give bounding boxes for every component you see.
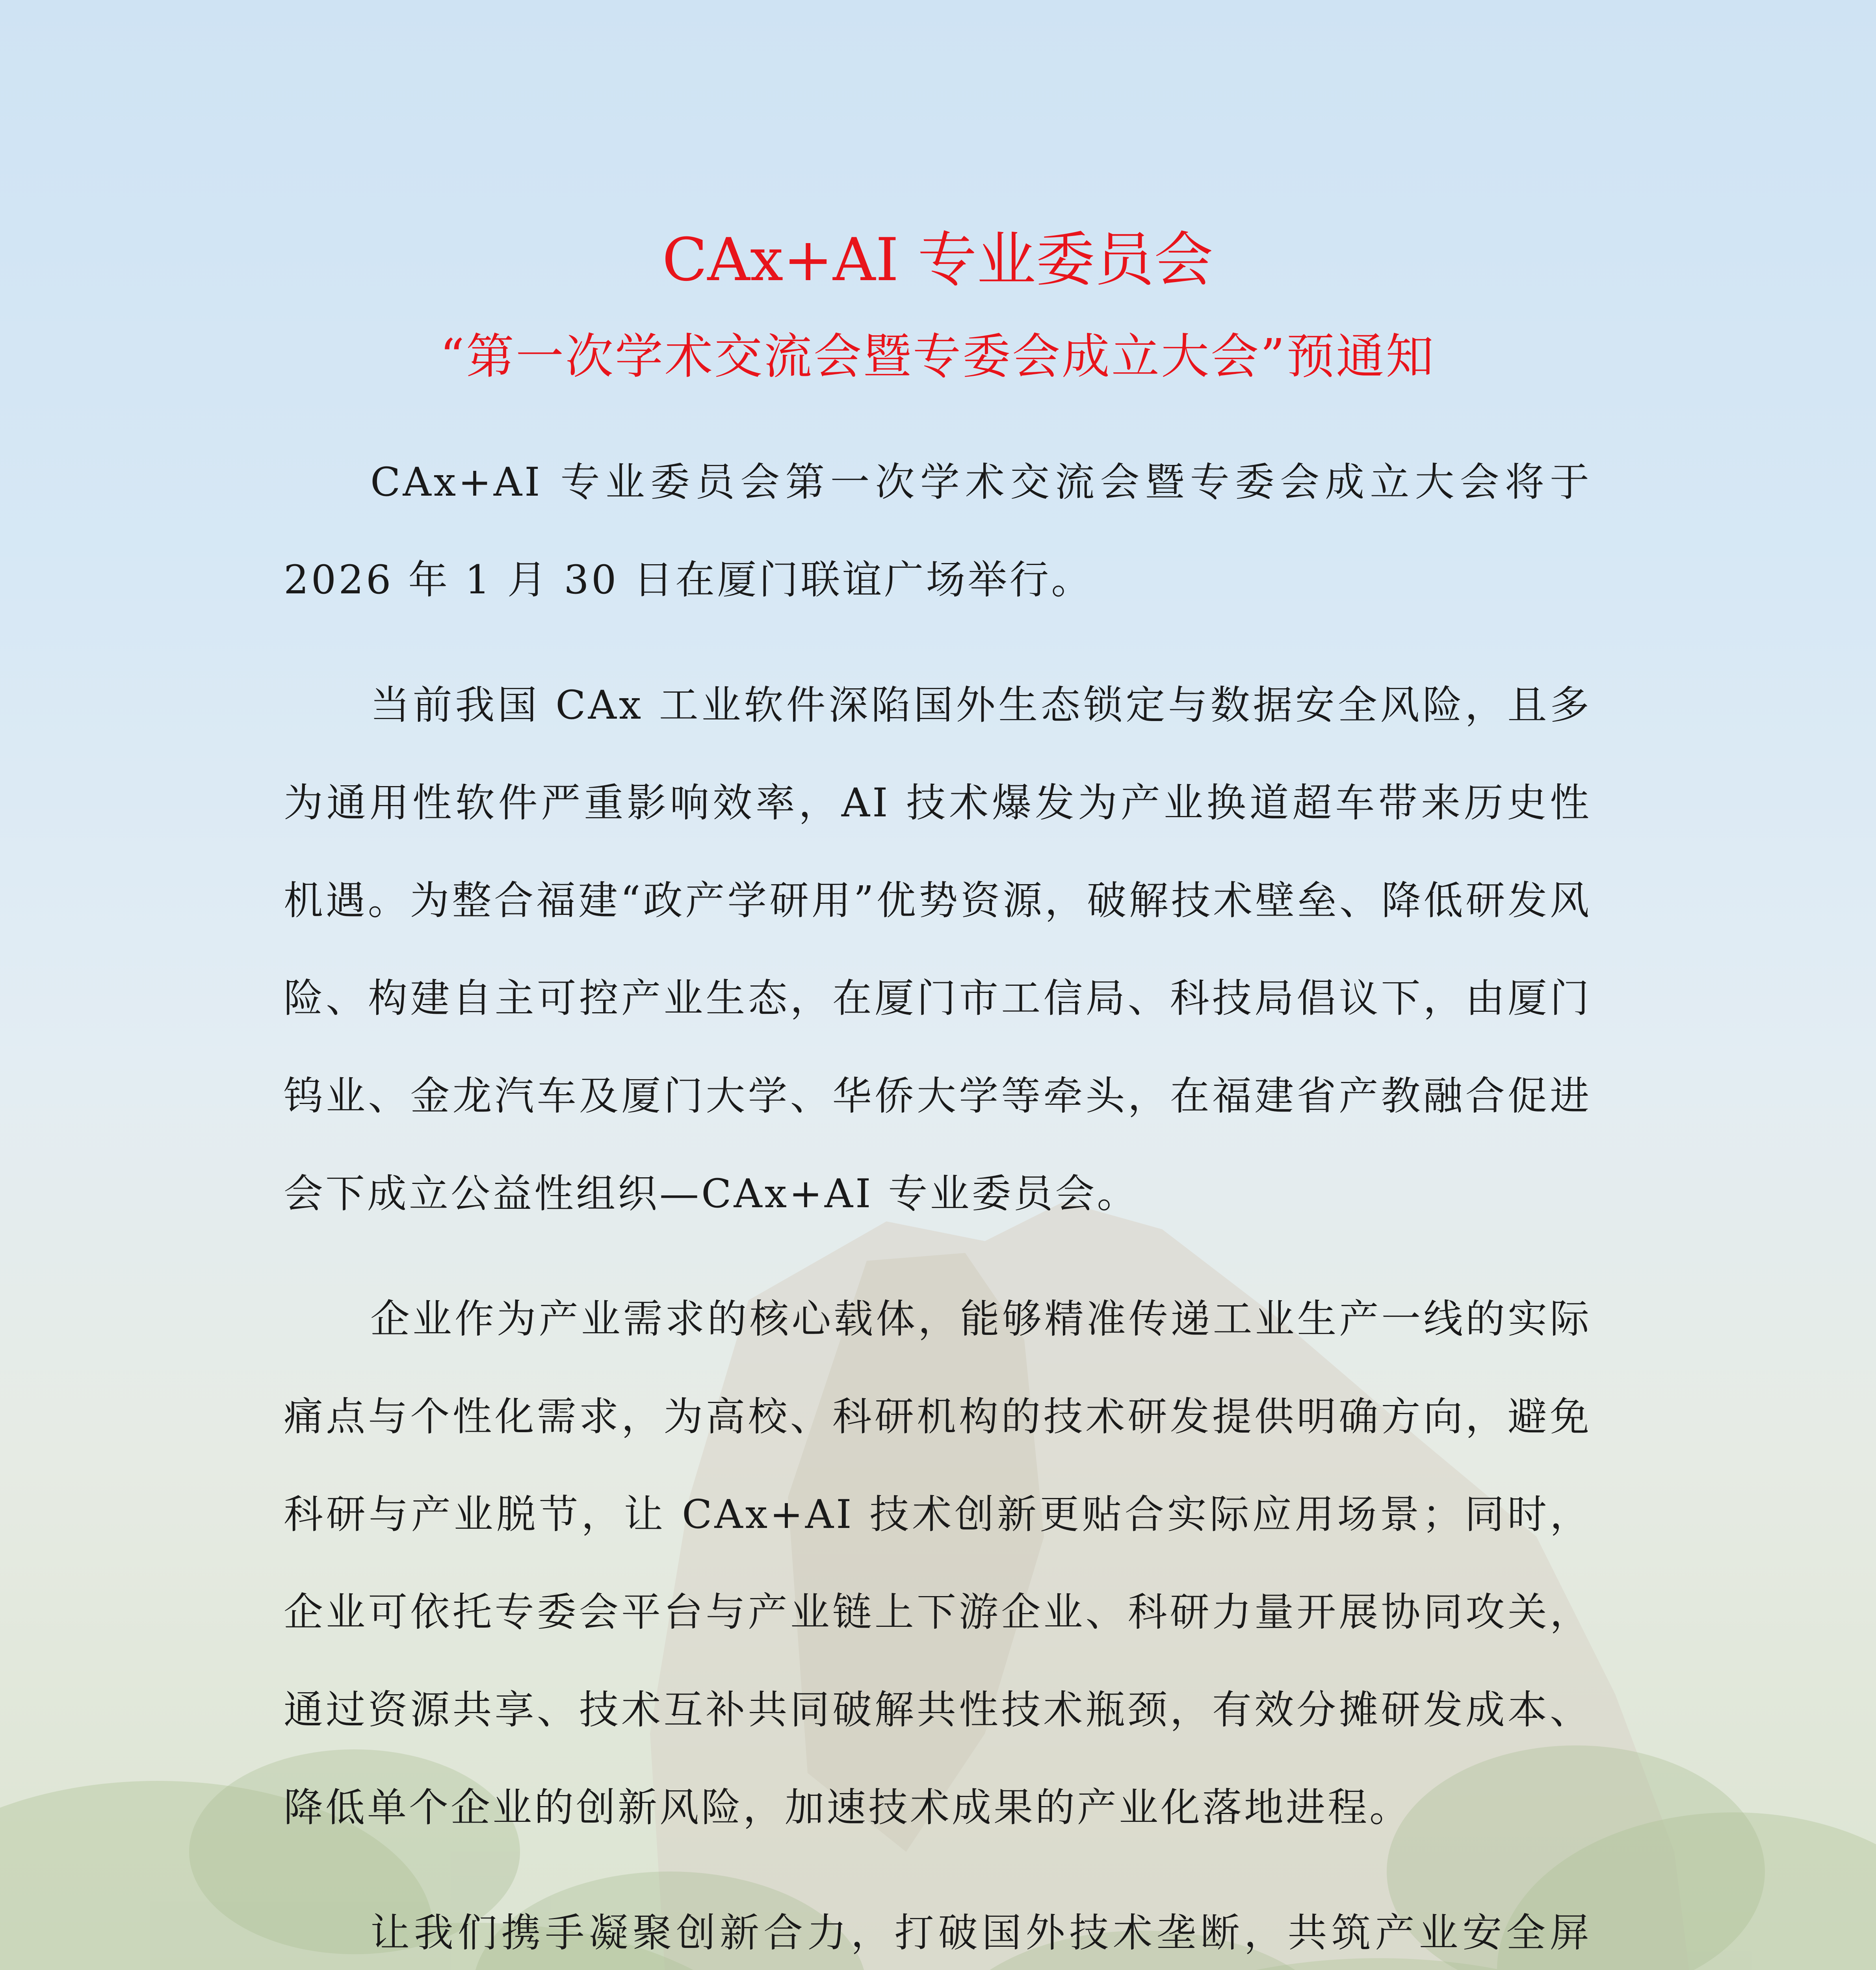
paragraph-call-to-action: 让我们携手凝聚创新合力，打破国外技术垄断，共筑产业安全屏: [370, 1910, 1592, 1956]
document-subtitle: “第一次学术交流会暨专委会成立大会”预通知: [440, 329, 1436, 385]
paragraph-enterprise-role: 企业作为产业需求的核心载体，能够精准传递工业生产一线的实际痛点与个性化需求，为高校、科研机构的技术研发提供明确方向，避免科研与产业脱节，让 CAx+AI 技术创新更贴合实际应用场景；同时，企业可依托专委会平台与产业链上下游企业、科研力量开展协同攻关，通过资源共享、技术互补共同破解共性技术瓶颈，有效分摊研发成本、降低单个企业的创新风险，加速技术成果的产业化落地进程。: [284, 1296, 1592, 1831]
paragraph-background: 当前我国 CAx 工业软件深陷国外生态锁定与数据安全风险，且多为通用性软件严重影响效率，AI 技术爆发为产业换道超车带来历史性机遇。为整合福建“政产学研用”优势资源，破解技术壁垒、降低研发风险、构建自主可控产业生态，在厦门市工信局、科技局倡议下，由厦门钨业、金龙汽车及厦门大学、华侨大学等牵头，在福建省产教融合促进会下成立公益性组织—CAx+AI 专业委员会。: [284, 682, 1592, 1217]
notice-document: [284, 221, 1592, 1970]
document-title: CAx+AI 专业委员会: [662, 226, 1213, 294]
paragraph-intro: CAx+AI 专业委员会第一次学术交流会暨专委会成立大会将于2026 年 1 月 30 日在厦门联谊广场举行。: [284, 459, 1592, 603]
